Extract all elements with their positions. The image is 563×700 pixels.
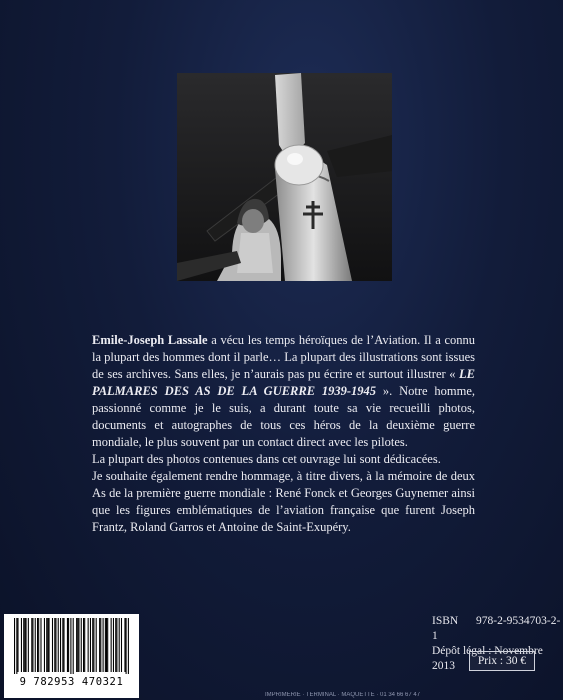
cover-photo — [177, 73, 392, 281]
barcode — [4, 614, 139, 698]
barcode-bar — [73, 618, 74, 674]
barcode-bar — [96, 618, 97, 672]
barcode-bar — [119, 618, 120, 672]
barcode-bar — [67, 618, 68, 672]
barcode-bar — [124, 618, 125, 672]
barcode-bar — [32, 618, 33, 672]
isbn-value: 978-2-9534703-2-1 — [432, 615, 561, 642]
barcode-bar — [116, 618, 117, 672]
barcode-bar — [24, 618, 25, 672]
barcode-digits: 9 782953 470321 — [19, 676, 124, 688]
barcode-bar — [115, 618, 116, 672]
isbn-label: ISBN — [432, 615, 459, 627]
barcode-bar — [93, 618, 94, 672]
author-name: Emile-Joseph Lassale — [92, 333, 208, 347]
back-cover-text — [92, 332, 475, 536]
barcode-bar — [92, 618, 93, 672]
barcode-bar — [68, 618, 69, 672]
barcode-bar — [84, 618, 85, 672]
barcode-bar — [105, 618, 106, 672]
barcode-bar — [70, 618, 71, 674]
isbn-row — [432, 614, 563, 644]
barcode-bar — [103, 618, 104, 672]
barcode-bar — [44, 618, 45, 672]
printer-line: IMPRIMERIE · TERMINAL · MAQUETTE · 01 34 66 67 47 — [265, 692, 421, 698]
barcode-bar — [81, 618, 82, 672]
book-title: LE PALMARES DES AS DE LA GUERRE 1939-1945 — [92, 367, 475, 398]
barcode-bar — [111, 618, 112, 672]
barcode-bar — [77, 618, 78, 672]
barcode-bar — [55, 618, 56, 672]
barcode-bar — [76, 618, 77, 672]
barcode-bar — [35, 618, 36, 672]
barcode-bar — [38, 618, 39, 672]
barcode-bar — [14, 618, 15, 674]
barcode-bar — [113, 618, 114, 672]
barcode-bar — [47, 618, 48, 672]
barcode-bar — [63, 618, 64, 672]
paragraph-1-text-a: a vécu les temps héroïques de l’Aviation. Il a connu la plupart des hommes dont il parle… La plupart des illustrations sont issues de ses archives. Sans elles, je n’aurais pas pu écrire et surtout illustrer « — [92, 333, 476, 381]
barcode-bar — [31, 618, 32, 672]
paragraph-2: La plupart des photos contenues dans cet ouvrage lui sont dédicacées. — [92, 452, 441, 466]
barcode-bar — [88, 618, 89, 672]
barcode-bar — [121, 618, 122, 672]
legal-deposit: Dépôt légal : Novembre 2013 — [432, 645, 543, 672]
barcode-bar — [60, 618, 61, 672]
barcode-bar — [54, 618, 55, 672]
barcode-bar — [23, 618, 24, 672]
barcode-bar — [99, 618, 100, 672]
barcode-bar — [107, 618, 108, 672]
barcode-bar — [90, 618, 91, 672]
barcode-bar — [100, 618, 101, 672]
barcode-bar — [37, 618, 38, 672]
barcode-bar — [28, 618, 29, 672]
barcode-bars — [14, 618, 129, 674]
barcode-bar — [62, 618, 63, 672]
barcode-bar — [49, 618, 50, 672]
barcode-bar — [26, 618, 27, 672]
barcode-bar — [40, 618, 41, 672]
barcode-bar — [52, 618, 53, 672]
barcode-bar — [46, 618, 47, 672]
barcode-bar — [128, 618, 129, 674]
barcode-bar — [126, 618, 127, 674]
barcode-bar — [16, 618, 17, 674]
barcode-bar — [78, 618, 79, 672]
barcode-bar — [17, 618, 18, 672]
price-box: Prix : 30 € — [469, 651, 535, 671]
paragraph-3: Je souhaite également rendre hommage, à titre divers, à la mémoire de deux As de la première guerre mondiale : René Fonck et Georges Guynemer ainsi que les figures emblématiques de l’aviation française que furent Joseph Frantz, Roland Garros et Antoine de Saint-Exupéry. — [92, 469, 475, 534]
pilot-plane-photo — [177, 73, 392, 281]
barcode-bar — [58, 618, 59, 672]
paragraph-1-text-b: ». Notre homme, passionné comme je le suis, a durant toute sa vie recueilli photos, documents et autographes de tous ces héros de la deuxième guerre mondiale, le plus souvent par un contact direct avec les pilotes. — [92, 384, 475, 449]
barcode-bar — [21, 618, 22, 672]
barcode-bar — [83, 618, 84, 672]
paragraph-1 — [92, 332, 475, 451]
barcode-bar — [106, 618, 107, 672]
